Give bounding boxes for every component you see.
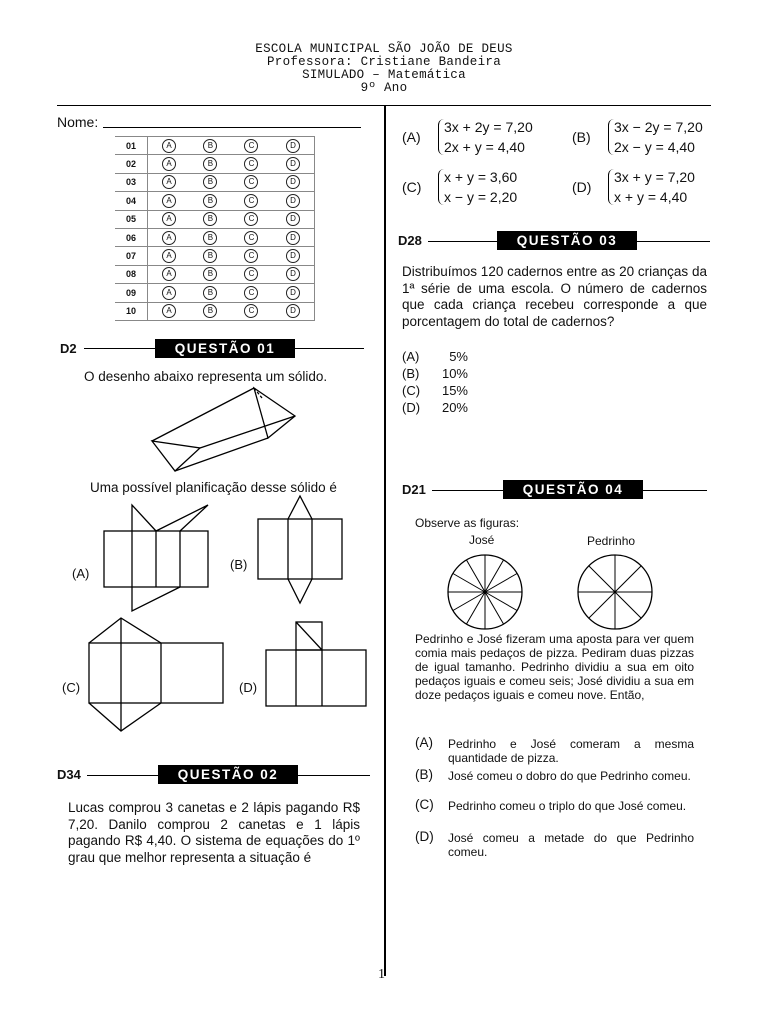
answer-row-number: 08 bbox=[115, 265, 148, 283]
answer-bubble-c[interactable]: C bbox=[244, 304, 258, 318]
answer-row bbox=[115, 155, 315, 173]
answer-bubble-b[interactable]: B bbox=[203, 304, 217, 318]
answer-bubble-d[interactable]: D bbox=[286, 139, 300, 153]
answer-bubble-c[interactable]: C bbox=[244, 249, 258, 263]
q3-code: D28 bbox=[398, 233, 422, 248]
q2-equation: 3x − 2y = 7,20 bbox=[614, 119, 703, 135]
q4-code: D21 bbox=[402, 482, 426, 497]
answer-row-number: 02 bbox=[115, 155, 148, 173]
answer-bubble-b[interactable]: B bbox=[203, 157, 217, 171]
grade-label: 9º Ano bbox=[360, 81, 408, 95]
q3-title: QUESTÃO 03 bbox=[497, 231, 637, 250]
q1-option-c-label[interactable]: (C) bbox=[62, 680, 81, 695]
q3-option-value: 20% bbox=[441, 400, 468, 415]
net-option-d[interactable] bbox=[264, 620, 369, 710]
answer-bubble-c[interactable]: C bbox=[244, 175, 258, 189]
answer-bubble-b[interactable]: B bbox=[203, 267, 217, 281]
net-option-a[interactable] bbox=[100, 503, 215, 613]
answer-row-number: 01 bbox=[115, 137, 148, 155]
q1-option-b-label[interactable]: (B) bbox=[230, 557, 248, 572]
q2-equation: x − y = 2,20 bbox=[444, 189, 518, 205]
pizza-slice-line bbox=[589, 566, 615, 592]
answer-row bbox=[115, 192, 315, 210]
answer-row bbox=[115, 210, 315, 228]
school-name: ESCOLA MUNICIPAL SÃO JOÃO DE DEUS bbox=[255, 42, 513, 56]
q4-option-label[interactable]: (C) bbox=[415, 797, 434, 812]
exam-title: SIMULADO – Matemática bbox=[302, 68, 466, 82]
q2-equation: x + y = 3,60 bbox=[444, 169, 518, 185]
answer-bubble-c[interactable]: C bbox=[244, 212, 258, 226]
answer-row-number: 05 bbox=[115, 210, 148, 228]
answer-bubble-d[interactable]: D bbox=[286, 267, 300, 281]
answer-row-number: 07 bbox=[115, 247, 148, 265]
q4-title: QUESTÃO 04 bbox=[503, 480, 643, 499]
q2-title: QUESTÃO 02 bbox=[158, 765, 298, 784]
answer-row-number: 03 bbox=[115, 173, 148, 191]
answer-row bbox=[115, 302, 315, 320]
q4-name-jose: José bbox=[469, 533, 495, 547]
q2-option-label[interactable]: (B) bbox=[572, 129, 591, 145]
answer-bubble-a[interactable]: A bbox=[162, 139, 176, 153]
pizza-slice-line bbox=[589, 592, 615, 618]
answer-bubble-a[interactable]: A bbox=[162, 231, 176, 245]
pizza-slice-line bbox=[615, 592, 641, 618]
answer-bubble-a[interactable]: A bbox=[162, 175, 176, 189]
q4-intro: Observe as figuras: bbox=[415, 516, 520, 530]
answer-bubble-c[interactable]: C bbox=[244, 194, 258, 208]
answer-bubble-a[interactable]: A bbox=[162, 157, 176, 171]
answer-bubble-b[interactable]: B bbox=[203, 286, 217, 300]
answer-bubble-c[interactable]: C bbox=[244, 286, 258, 300]
q3-option-label[interactable]: (A) bbox=[402, 349, 420, 364]
answer-bubble-d[interactable]: D bbox=[286, 304, 300, 318]
answer-row bbox=[115, 228, 315, 246]
q3-option-value: 10% bbox=[441, 366, 468, 381]
answer-bubble-b[interactable]: B bbox=[203, 175, 217, 189]
answer-row-number: 04 bbox=[115, 192, 148, 210]
answer-row bbox=[115, 247, 315, 265]
answer-bubble-b[interactable]: B bbox=[203, 194, 217, 208]
answer-bubble-d[interactable]: D bbox=[286, 157, 300, 171]
answer-bubble-a[interactable]: A bbox=[162, 212, 176, 226]
q2-equation: 3x + y = 7,20 bbox=[614, 169, 695, 185]
q2-equation: 2x + y = 4,40 bbox=[444, 139, 525, 155]
q3-option-value: 5% bbox=[449, 349, 468, 364]
q4-text: Pedrinho e José fizeram uma aposta para ver quem comia mais pedaços de pizza. Pediram duas pizzas de igual tamanho. Pedrinho dividiu a sua em oito pedaços iguais e comeu seis; José dividiu a sua em doze pedaços iguais e comeu nove. Então, bbox=[415, 632, 694, 702]
answer-bubble-d[interactable]: D bbox=[286, 175, 300, 189]
q4-option-text: Pedrinho e José comeram a mesma quantidade de pizza. bbox=[448, 737, 694, 765]
q4-option-label[interactable]: (B) bbox=[415, 767, 433, 782]
answer-bubble-a[interactable]: A bbox=[162, 267, 176, 281]
q4-option-label[interactable]: (D) bbox=[415, 829, 434, 844]
answer-bubble-b[interactable]: B bbox=[203, 139, 217, 153]
answer-bubble-c[interactable]: C bbox=[244, 267, 258, 281]
q4-option-text: Pedrinho comeu o triplo do que José comeu. bbox=[448, 799, 687, 813]
answer-bubble-a[interactable]: A bbox=[162, 304, 176, 318]
answer-bubble-c[interactable]: C bbox=[244, 157, 258, 171]
net-option-c[interactable] bbox=[85, 615, 225, 735]
answer-row bbox=[115, 265, 315, 283]
answer-bubble-c[interactable]: C bbox=[244, 139, 258, 153]
prism-figure bbox=[150, 386, 300, 476]
answer-bubble-b[interactable]: B bbox=[203, 212, 217, 226]
q1-prompt: O desenho abaixo representa um sólido. bbox=[84, 369, 328, 384]
answer-bubble-c[interactable]: C bbox=[244, 231, 258, 245]
net-option-b[interactable] bbox=[255, 493, 345, 608]
answer-row bbox=[115, 137, 315, 155]
answer-bubble-d[interactable]: D bbox=[286, 212, 300, 226]
q2-option-label[interactable]: (C) bbox=[402, 179, 422, 195]
answer-bubble-d[interactable]: D bbox=[286, 286, 300, 300]
q1-title: QUESTÃO 01 bbox=[155, 339, 295, 358]
answer-bubble-a[interactable]: A bbox=[162, 286, 176, 300]
name-field[interactable] bbox=[103, 127, 361, 128]
q4-option-text: José comeu o dobro do que Pedrinho comeu. bbox=[448, 769, 691, 783]
name-label: Nome: bbox=[57, 114, 99, 130]
q3-option-label[interactable]: (B) bbox=[402, 366, 420, 381]
q3-option-label[interactable]: (C) bbox=[402, 383, 421, 398]
teacher-name: Professora: Cristiane Bandeira bbox=[266, 55, 502, 69]
pizza-slice-line bbox=[615, 566, 641, 592]
answer-sheet bbox=[115, 136, 315, 321]
answer-bubble-d[interactable]: D bbox=[286, 249, 300, 263]
q4-option-text: José comeu a metade do que Pedrinho comeu. bbox=[448, 831, 694, 859]
q2-code: D34 bbox=[57, 767, 81, 782]
q3-text: Distribuímos 120 cadernos entre as 20 crianças da 1ª série de uma escola. O número de cadernos que cada criança recebeu corresponde a que porcentagem do total de cadernos? bbox=[402, 264, 707, 329]
q3-option-value: 15% bbox=[441, 383, 468, 398]
answer-row-number: 06 bbox=[115, 228, 148, 246]
answer-row-number: 10 bbox=[115, 302, 148, 320]
column-divider bbox=[384, 106, 386, 976]
q2-option-label[interactable]: (D) bbox=[572, 179, 592, 195]
q4-option-label[interactable]: (A) bbox=[415, 735, 433, 750]
q1-option-a-label[interactable]: (A) bbox=[72, 566, 90, 581]
q3-option-label[interactable]: (D) bbox=[402, 400, 421, 415]
q2-option-label[interactable]: (A) bbox=[402, 129, 421, 145]
answer-row bbox=[115, 173, 315, 191]
answer-bubble-a[interactable]: A bbox=[162, 249, 176, 263]
page-number: 1 bbox=[378, 967, 385, 982]
q1-prompt2: Uma possível planificação desse sólido é bbox=[90, 480, 337, 495]
answer-row-number: 09 bbox=[115, 284, 148, 302]
answer-bubble-b[interactable]: B bbox=[203, 249, 217, 263]
q2-equation: 3x + 2y = 7,20 bbox=[444, 119, 533, 135]
pizza-pedrinho bbox=[575, 552, 655, 632]
q2-text: Lucas comprou 3 canetas e 2 lápis pagando R$ 7,20. Danilo comprou 2 canetas e 1 lápis pagando R$ 4,40. O sistema de equações do 1º grau que melhor representa a situação é bbox=[68, 800, 360, 865]
q2-equation: x + y = 4,40 bbox=[614, 189, 688, 205]
q1-option-d-label[interactable]: (D) bbox=[239, 680, 258, 695]
answer-bubble-b[interactable]: B bbox=[203, 231, 217, 245]
q1-code: D2 bbox=[60, 341, 77, 356]
pizza-jose bbox=[445, 552, 525, 632]
answer-bubble-d[interactable]: D bbox=[286, 194, 300, 208]
answer-bubble-d[interactable]: D bbox=[286, 231, 300, 245]
q2-equation: 2x − y = 4,40 bbox=[614, 139, 695, 155]
q4-name-pedrinho: Pedrinho bbox=[587, 534, 636, 548]
answer-bubble-a[interactable]: A bbox=[162, 194, 176, 208]
answer-row bbox=[115, 284, 315, 302]
